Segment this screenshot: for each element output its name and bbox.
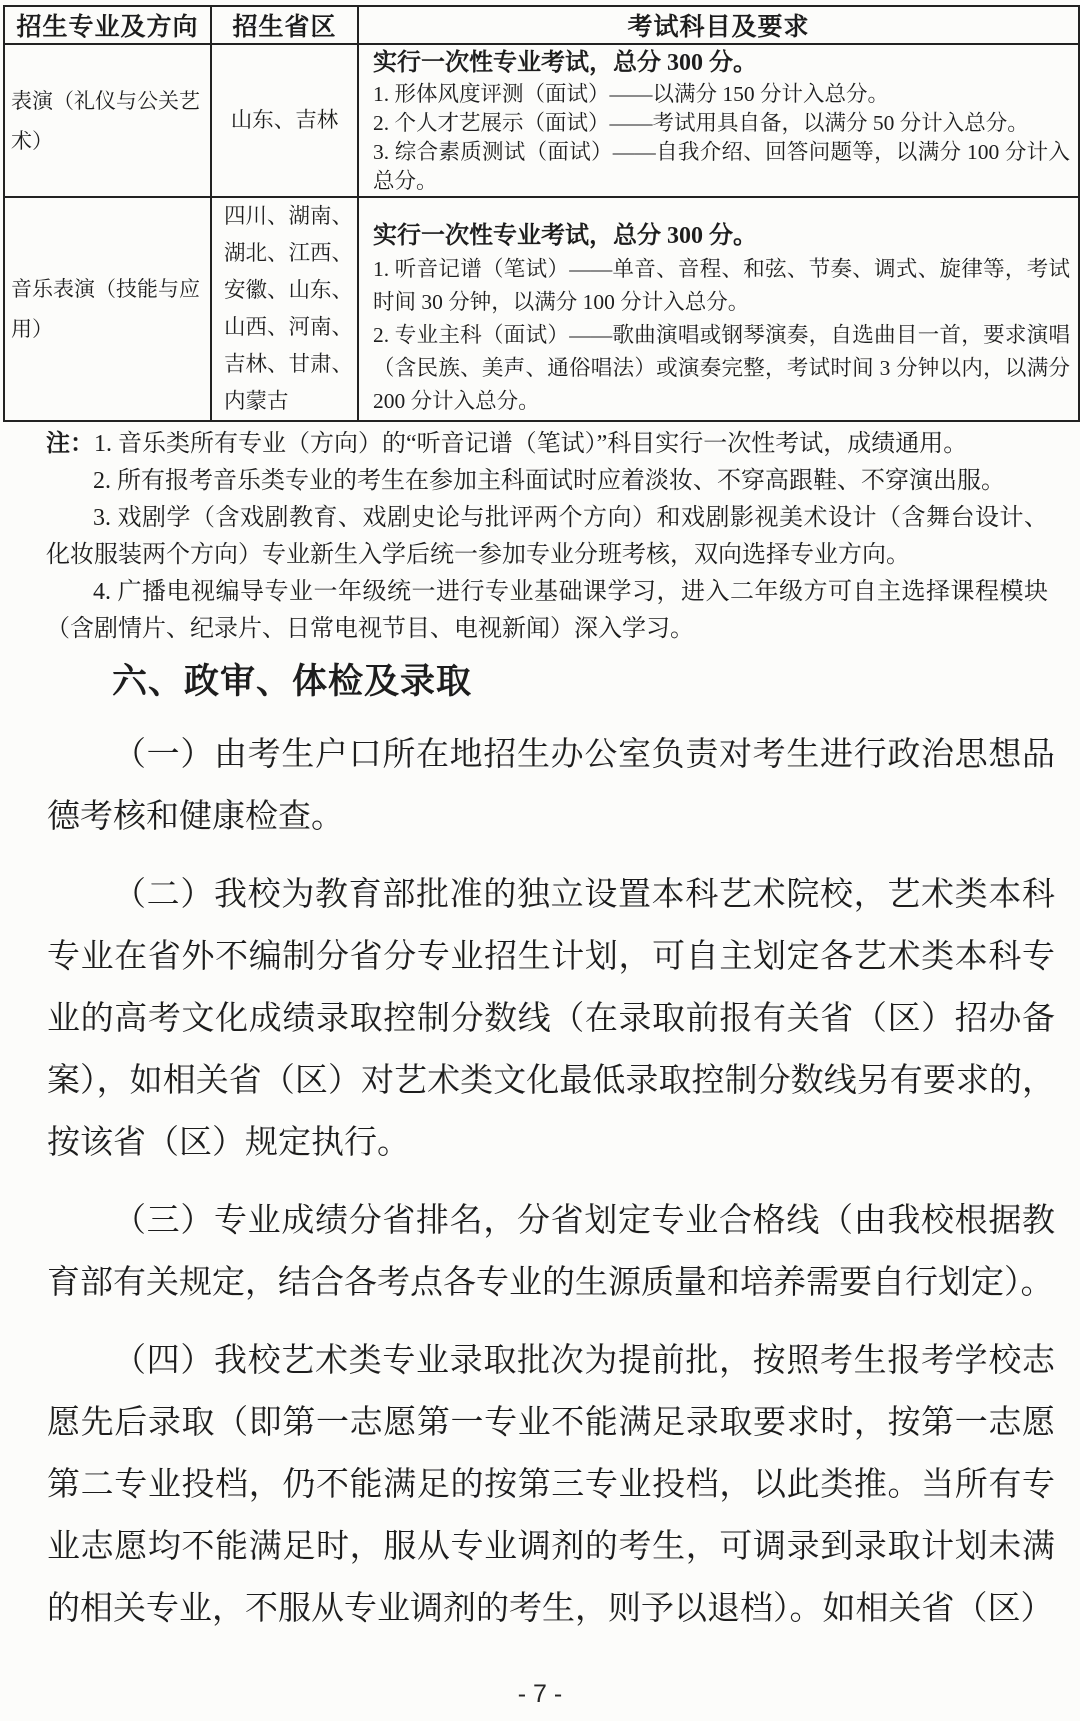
header-province-column: 招生省区: [211, 6, 358, 44]
exam-intro: 实行一次性专业考试，总分 300 分。: [373, 50, 757, 76]
note-label: 注：: [46, 431, 94, 457]
exam-item: 2. 个人才艺展示（面试）——考试用具自备，以满分 50 分计入总分。: [373, 111, 1029, 135]
table-header-row: [4, 6, 1079, 44]
province-cell: 四川、湖南、湖北、江西、安徽、山东、山西、河南、吉林、甘肃、内蒙古: [211, 197, 358, 421]
exam-item: 3. 综合素质测试（面试）——自我介绍、回答问题等，以满分 100 分计入总分。: [373, 140, 1070, 193]
major-cell: 表演（礼仪与公关艺术）: [4, 44, 211, 197]
note-item: 4. 广播电视编导专业一年级统一进行专业基础课学习，进入二年级方可自主选择课程模块（含剧情片、纪录片、日常电视节目、电视新闻）深入学习。: [46, 579, 1048, 642]
section-heading: 六、政审、体检及录取: [112, 662, 473, 701]
exam-cell: [358, 44, 1079, 197]
note-item: [46, 426, 1048, 463]
exam-item: 1. 听音记谱（笔试）——单音、音程、和弦、节奏、调式、旋律等，考试时间 30 分钟，以满分 100 分计入总分。: [373, 257, 1070, 314]
exam-item: 1. 形体风度评测（面试）——以满分 150 分计入总分。: [373, 82, 890, 106]
header-major-column: 招生专业及方向: [4, 6, 211, 44]
note-text: 1. 音乐类所有专业（方向）的“听音记谱（笔试）”科目实行一次性考试，成绩通用。: [94, 431, 968, 457]
table-row: [4, 197, 1079, 421]
header-exam-column: 考试科目及要求: [358, 6, 1079, 44]
paragraph: （三）专业成绩分省排名，分省划定专业合格线（由我校根据教育部有关规定，结合各考点各专业的生源质量和培养需要自行划定）。: [47, 1203, 1055, 1301]
table-row: [4, 44, 1079, 197]
paragraph: （一）由考生户口所在地招生办公室负责对考生进行政治思想品德考核和健康检查。: [47, 737, 1055, 835]
province-cell: 山东、吉林: [211, 44, 358, 197]
note-item: 3. 戏剧学（含戏剧教育、戏剧史论与批评两个方向）和戏剧影视美术设计（含舞台设计、化妆服装两个方向）专业新生入学后统一参加专业分班考核，双向选择专业方向。: [46, 505, 1048, 568]
exam-intro: 实行一次性专业考试，总分 300 分。: [373, 223, 757, 249]
exam-cell: [358, 197, 1079, 421]
exam-item: 2. 专业主科（面试）——歌曲演唱或钢琴演奏，自选曲目一首，要求演唱（含民族、美声、通俗唱法）或演奏完整，考试时间 3 分钟以内，以满分 200 分计入总分。: [373, 323, 1070, 413]
section-body: [47, 724, 1055, 1656]
paragraph: （四）我校艺术类专业录取批次为提前批，按照考生报考学校志愿先后录取（即第一志愿第一专业不能满足录取要求时，按第一志愿第二专业投档，仍不能满足的按第三专业投档，以此类推。当所有专业志愿均不能满足时，服从专业调剂的考生，可调录到录取计划未满的相关专业，不服从专业调剂的考生，则予以退档）。如相关省（区）: [47, 1343, 1055, 1627]
note-item: 2. 所有报考音乐类专业的考生在参加主科面试时应着淡妆、不穿高跟鞋、不穿演出服。: [93, 468, 1005, 494]
notes-block: [46, 426, 1048, 648]
paragraph: （二）我校为教育部批准的独立设置本科艺术院校，艺术类本科专业在省外不编制分省分专业招生计划，可自主划定各艺术类本科专业的高考文化成绩录取控制分数线（在录取前报有关省（区）招办备案），如相关省（区）对艺术类文化最低录取控制分数线另有要求的，按该省（区）规定执行。: [47, 877, 1055, 1161]
page-number: - 7 -: [517, 1680, 563, 1708]
major-cell: 音乐表演（技能与应用）: [4, 197, 211, 421]
admissions-exam-table: [3, 5, 1080, 422]
